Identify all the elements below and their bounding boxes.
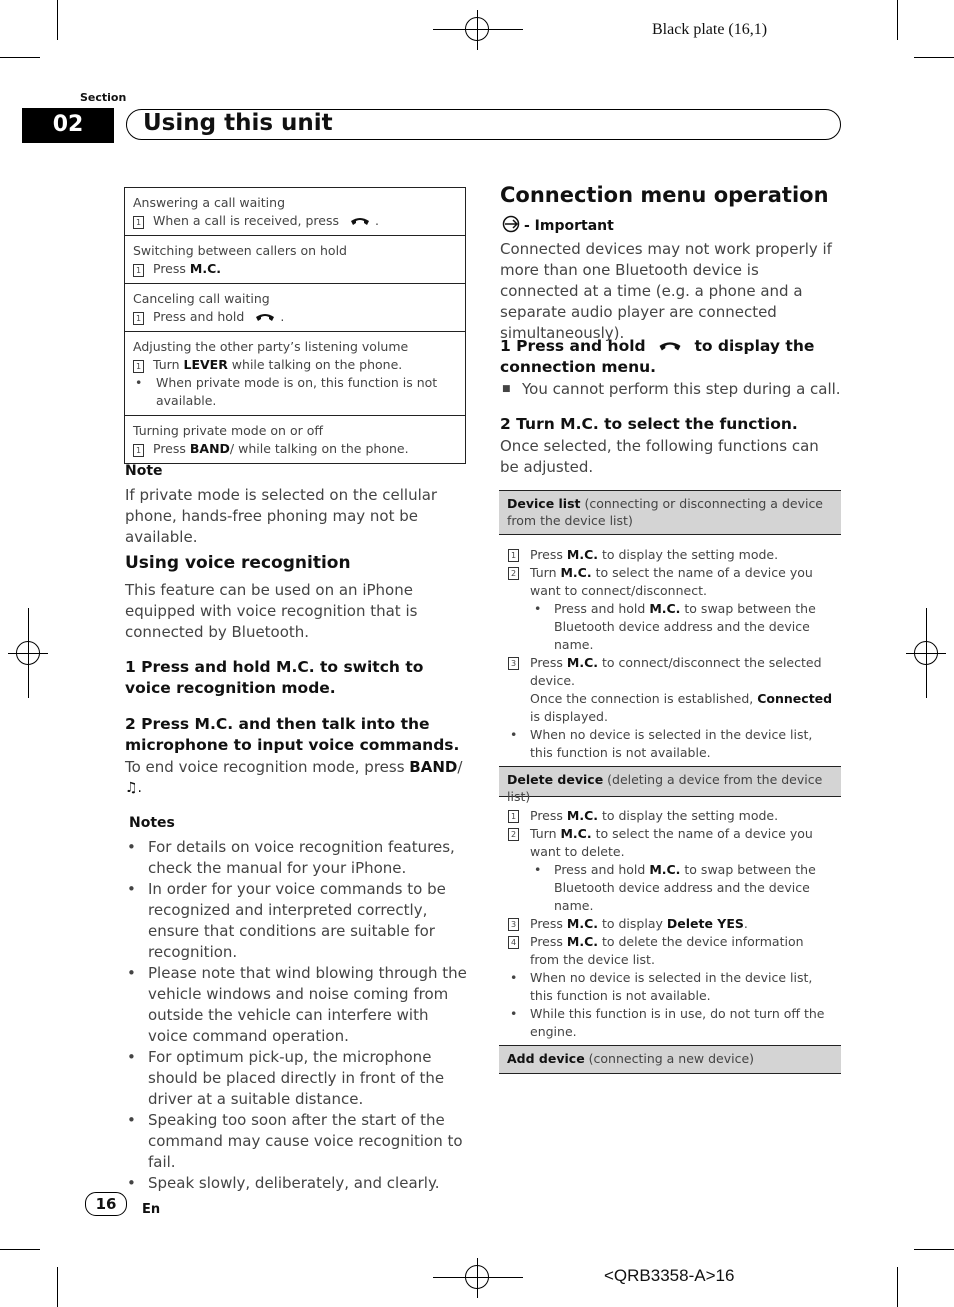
list-item: 3 Press M.C. to display Delete YES. [508, 915, 834, 933]
delete-device-bar: Delete device (deleting a device from the device list) [499, 766, 841, 797]
voice-icon: ♫. [125, 780, 143, 796]
row-heading: Canceling call waiting [133, 291, 270, 306]
list-item: • Press and hold M.C. to swap between the Bluetooth device address and the device name. [508, 861, 834, 915]
language-label: En [142, 1202, 161, 1217]
registration-target-icon [465, 17, 489, 41]
table-row [125, 236, 465, 284]
crop-mark [914, 1249, 954, 1250]
add-device-bar: Add device (connecting a new device) [499, 1045, 841, 1074]
delete-device-steps [508, 807, 834, 1041]
step-text-bold: LEVER [183, 357, 228, 372]
voice-heading: Using voice recognition [125, 553, 351, 573]
registration-target-icon [465, 1265, 489, 1289]
step-text-end: . [280, 309, 285, 324]
step-number: 1 [133, 264, 144, 277]
crop-mark [57, 0, 58, 40]
list-item: • When private mode is on, this function is not available. [133, 374, 457, 410]
phone-icon [657, 340, 683, 354]
device-list-bar: Device list (connecting or disconnecting a device from the device list) [499, 490, 841, 535]
connection-step-2-text: Once selected, the following functions can be adjusted. [500, 437, 819, 476]
crop-mark [914, 57, 954, 58]
plate-label: Black plate (16,1) [652, 21, 768, 38]
call-options-table [124, 187, 466, 464]
step-text: Turn [153, 357, 184, 372]
registration-target-icon [16, 641, 40, 665]
voice-step-1: 1 Press and hold M.C. to switch to voice recognition mode. [125, 658, 424, 697]
list-item: • Please note that wind blowing through the vehicle windows and noise coming from outside the vehicle can interfere with voice command operation. [125, 963, 467, 1047]
step-number: 1 [133, 216, 144, 229]
row-heading: Turning private mode on or off [133, 423, 323, 438]
step-text: Press and hold [153, 309, 245, 324]
table-row [125, 332, 465, 416]
voice-intro: This feature can be used on an iPhone equipped with voice recognition that is connected by Bluetooth. [125, 581, 418, 641]
section-number-badge: 02 [22, 108, 114, 143]
step-text: Press [153, 261, 190, 276]
phone-icon [349, 216, 371, 228]
list-item: • While this function is in use, do not turn off the engine. [508, 1005, 834, 1041]
list-item: • Speaking too soon after the start of the command may cause voice recognition to fail. [125, 1110, 467, 1173]
list-item: • When no device is selected in the device list, this function is not available. [508, 726, 834, 762]
step-number: 1 [133, 444, 144, 457]
section-label: Section [80, 91, 127, 104]
step-number: 1 [133, 312, 144, 325]
list-item: 1 Press M.C. to display the setting mode. [508, 546, 834, 564]
crop-mark [897, 1267, 898, 1307]
device-list-steps [508, 546, 834, 762]
connection-heading: Connection menu operation [500, 183, 829, 207]
step-text: When a call is received, press [153, 213, 339, 228]
step-text-end: . [374, 213, 379, 228]
list-item: 2 Turn M.C. to select the name of a device you want to delete. [508, 825, 834, 861]
list-item: 2 Turn M.C. to select the name of a device you want to connect/disconnect. [508, 564, 834, 600]
important-line: - Important [500, 215, 614, 234]
crop-mark [897, 0, 898, 40]
table-row [125, 416, 465, 463]
crop-mark [0, 57, 40, 58]
phone-icon [254, 312, 276, 324]
connection-step-1: 1 Press and hold to display the connection menu. [500, 337, 815, 376]
crop-mark [57, 1267, 58, 1307]
note-text: If private mode is selected on the cellular phone, hands-free phoning may not be available. [125, 486, 438, 546]
row-heading: Adjusting the other party’s listening volume [133, 339, 409, 354]
connection-step-1-note: ■ You cannot perform this step during a call. [500, 379, 852, 400]
registration-target-icon [914, 641, 938, 665]
list-item: 1 Press M.C. to display the setting mode. [508, 807, 834, 825]
step-text-bold: BAND [189, 441, 230, 456]
important-text: Connected devices may not work properly if more than one Bluetooth device is connected at a time (e.g. a phone and a separate audio player are connected simultaneously). [500, 240, 832, 342]
note-heading: Note [125, 463, 163, 479]
list-item: 3 Press M.C. to connect/disconnect the selected device. [508, 654, 834, 690]
step-text-bold: M.C. [189, 261, 221, 276]
list-item: • Speak slowly, deliberately, and clearly. [125, 1173, 467, 1194]
list-item: • For details on voice recognition features, check the manual for your iPhone. [125, 837, 467, 879]
row-heading: Switching between callers on hold [133, 243, 347, 258]
table-row [125, 284, 465, 332]
list-item: • When no device is selected in the device list, this function is not available. [508, 969, 834, 1005]
section-title: Using this unit [143, 110, 333, 136]
list-item: 4 Press M.C. to delete the device information from the device list. [508, 933, 834, 969]
crop-mark [0, 1249, 40, 1250]
table-row [125, 188, 465, 236]
step-number: 1 [133, 360, 144, 373]
important-icon [500, 215, 524, 233]
list-item: • In order for your voice commands to be recognized and interpreted correctly, ensure that conditions are suitable for recognition. [125, 879, 467, 963]
connection-step-2: 2 Turn M.C. to select the function. [500, 415, 798, 433]
list-item: • Press and hold M.C. to swap between the Bluetooth device address and the device name. [508, 600, 834, 654]
list-item: • For optimum pick-up, the microphone should be placed directly in front of the driver at a suitable distance. [125, 1047, 467, 1110]
step-text: while talking on the phone. [227, 357, 403, 372]
notes-list [125, 837, 467, 1194]
list-item: Once the connection is established, Connected is displayed. [530, 691, 833, 724]
voice-step-2: 2 Press M.C. and then talk into the microphone to input voice commands. [125, 715, 460, 754]
row-heading: Answering a call waiting [133, 195, 286, 210]
notes-heading: Notes [129, 815, 175, 831]
step-text: / while talking on the phone. [229, 441, 409, 456]
page-number-badge: 16 [85, 1192, 127, 1216]
step-text: Press [153, 441, 190, 456]
voice-step-2-text: To end voice recognition mode, press BAND/ [125, 758, 463, 776]
document-code: <QRB3358-A>16 [604, 1266, 735, 1285]
